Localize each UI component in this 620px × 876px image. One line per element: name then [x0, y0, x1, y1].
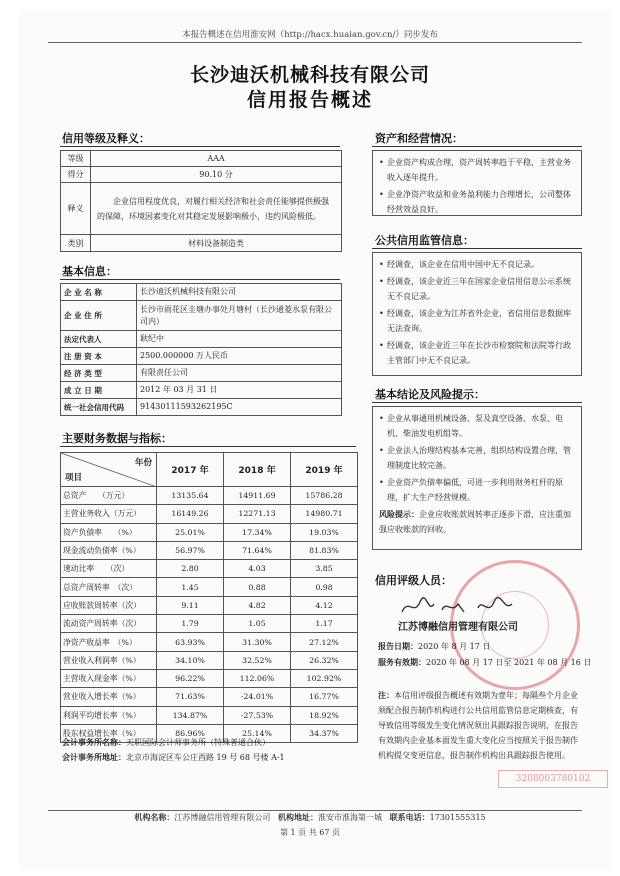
- risk-warning: [379, 507, 575, 537]
- assets-section-title: 资产和经营情况：: [375, 132, 463, 145]
- rating-row-meaning: [61, 183, 342, 235]
- validity-line: [378, 657, 591, 668]
- legal-rep-value: 耿纪中: [137, 331, 342, 348]
- footer-org-value: 江苏博融信用管理有限公司: [174, 813, 271, 822]
- page-number: 第 1 页 共 67 页: [280, 828, 340, 837]
- financials-cell: 63.93%: [157, 633, 224, 651]
- financials-cell: 1.79: [157, 615, 224, 633]
- financials-header-row: [61, 453, 358, 487]
- financials-row-label: 应收账款周转率（次）: [61, 596, 157, 614]
- rating-level-label: 等级: [61, 151, 91, 167]
- financials-row-label: 现金流动负债率（%）: [61, 541, 157, 559]
- info-row: [61, 301, 342, 331]
- rating-section-rule: [60, 146, 340, 147]
- conclusion-item: • 企业从事通用机械设备、泵及真空设备、水泵、电机、柴油发电机组等。: [379, 411, 575, 441]
- info-row: [61, 399, 342, 416]
- financials-row-label: 总资产 （万元）: [61, 487, 157, 505]
- financials-cell: 34.10%: [157, 651, 224, 669]
- assets-section-rule: [372, 146, 582, 147]
- financials-cell: 16.77%: [291, 688, 358, 706]
- financials-cell: 14980.71: [291, 505, 358, 523]
- financials-cell: 0.88: [224, 578, 291, 596]
- footer-phone-value: 17301555315: [429, 813, 486, 822]
- financials-row-label: 利润平均增长率（%）: [61, 706, 157, 724]
- economic-type-label: 经 济 类 型: [61, 365, 137, 382]
- financials-row: [61, 633, 358, 651]
- financials-row: [61, 578, 358, 596]
- financials-row-label: 净资产收益率 （%）: [61, 633, 157, 651]
- rating-row-score: [61, 167, 342, 183]
- validity-note: [378, 688, 584, 763]
- financials-cell: 26.32%: [291, 651, 358, 669]
- rating-meaning-value: 企业信用程度优良，对履行相关经济和社会责任能够提供极强的保障，环境因素变化对其稳定发展影响极小，违约风险极低。: [91, 183, 342, 235]
- financials-cell: 86.96%: [157, 724, 224, 742]
- financials-cell: 71.63%: [157, 688, 224, 706]
- financials-row: [61, 560, 358, 578]
- rater-signatures: [398, 594, 518, 620]
- public-credit-item: • 经调查，该企业近三年在国家企业信用信息公示系统无不良记录。: [379, 274, 575, 304]
- conclusion-section-title: 基本结论及风险提示：: [375, 388, 485, 401]
- conclusion-section-rule: [372, 402, 582, 403]
- founded-date-value: 2012 年 03 月 31 日: [137, 382, 342, 399]
- info-row: [61, 382, 342, 399]
- item-axis-label: 项目: [65, 473, 83, 483]
- info-row: [61, 331, 342, 348]
- financials-cell: 1.05: [224, 615, 291, 633]
- footer-org-label: 机构名称：: [134, 813, 175, 822]
- info-row: [61, 365, 342, 382]
- financials-row: [61, 615, 358, 633]
- financials-cell: 134.87%: [157, 706, 224, 724]
- financials-cell: 14911.69: [224, 487, 291, 505]
- accounting-address-line: [62, 752, 285, 763]
- financials-section-rule: [60, 446, 356, 447]
- financials-row-label: 速动比率 （次）: [61, 560, 157, 578]
- financials-cell: 4.12: [291, 596, 358, 614]
- financials-cell: 81.83%: [291, 541, 358, 559]
- assets-box: [372, 150, 582, 216]
- financials-cell: 102.92%: [291, 669, 358, 687]
- company-address-label: 企 业 住 所: [61, 301, 137, 331]
- accounting-firm-line: [62, 737, 270, 748]
- company-title: 长沙迪沃机械科技有限公司: [189, 64, 430, 86]
- company-name-label: 企 业 名 称: [61, 284, 137, 301]
- header-divider: [48, 42, 582, 43]
- rating-row-level: [61, 151, 342, 167]
- financials-cell: 56.97%: [157, 541, 224, 559]
- financials-row: [61, 651, 358, 669]
- financials-cell: 12271.13: [224, 505, 291, 523]
- info-row: [61, 284, 342, 301]
- financials-section-title: 主要财务数据与指标：: [62, 432, 172, 445]
- financials-row-label: 营业收入增长率（%）: [61, 688, 157, 706]
- company-address-value: 长沙市雨花区圭塘办事处月塘村（长沙通菱水泵有限公司内）: [137, 301, 342, 331]
- note-text: 本信用评级报告概述有效期为壹年；每隔叁个月企业须配合报告制作机构进行公共信用监管信息定期核查，有导致信用等级发生变化情况须出具跟踪报告说明，在报告有效期内企业基本面发生重大变化应当按照关于报告制作机构提交变更信息，报告制作机构出具跟踪报告使用。: [378, 691, 578, 760]
- rating-score-label: 得分: [61, 167, 91, 183]
- accounting-address-label: 会计事务所地址：: [62, 753, 126, 762]
- rating-section-title: 信用等级及释义：: [62, 132, 150, 145]
- report-title: 信用报告概述: [246, 89, 373, 111]
- credit-code-label: 统一社会信用代码: [61, 399, 137, 416]
- financials-cell: 9.11: [157, 596, 224, 614]
- validity-label: 服务有效期：: [378, 658, 426, 667]
- assets-item: • 企业净资产收益和业务盈利能力合理增长，公司整体经营效益良好。: [379, 187, 575, 217]
- financials-cell: 34.37%: [291, 724, 358, 742]
- financials-cell: 71.64%: [224, 541, 291, 559]
- financials-cell: 32.52%: [224, 651, 291, 669]
- financials-cell: 0.98: [291, 578, 358, 596]
- financials-row: [61, 505, 358, 523]
- financials-cell: 25.01%: [157, 523, 224, 541]
- footer-addr-value: 淮安市淮海第一城: [318, 813, 382, 822]
- financials-row: [61, 487, 358, 505]
- financials-body: [61, 487, 358, 743]
- conclusion-item: • 企业资产负债率偏低，可进一步利用财务杠杆的原理，扩大生产经营规模。: [379, 475, 575, 505]
- raters-section-title: 信用评级人员：: [375, 574, 452, 587]
- financials-row-label: 主营业务收入（万元）: [61, 505, 157, 523]
- rating-table: [60, 150, 342, 252]
- validity-value: 2020 年 08 月 17 日至 2021 年 08 月 16 日: [426, 658, 592, 667]
- info-row: [61, 348, 342, 365]
- basic-info-table: [60, 283, 342, 416]
- company-name-value: 长沙迪沃机械科技有限公司: [137, 284, 342, 301]
- report-date-value: 2020 年 8 月 17 日: [418, 642, 491, 651]
- financials-row: [61, 688, 358, 706]
- financials-cell: 31.30%: [224, 633, 291, 651]
- financials-cell: 15786.28: [291, 487, 358, 505]
- rating-meaning-label: 释义: [61, 183, 91, 235]
- basic-info-section-title: 基本信息：: [62, 265, 117, 278]
- financials-cell: 3.85: [291, 560, 358, 578]
- financials-row: [61, 523, 358, 541]
- economic-type-value: 有限责任公司: [137, 365, 342, 382]
- financials-cell: 4.03: [224, 560, 291, 578]
- note-label: 注：: [378, 691, 394, 700]
- basic-info-section-rule: [60, 279, 340, 280]
- footer-phone-label: 联系电话：: [389, 813, 430, 822]
- financials-row-label: 总资产周转率 （次）: [61, 578, 157, 596]
- financials-row-label: 营业收入利润率（%）: [61, 651, 157, 669]
- financials-cell: 16149.26: [157, 505, 224, 523]
- financials-row: [61, 596, 358, 614]
- legal-rep-label: 法定代表人: [61, 331, 137, 348]
- financials-row: [61, 541, 358, 559]
- financials-corner-cell: [61, 453, 157, 487]
- rating-level-value: AAA: [91, 151, 342, 167]
- financials-row-label: 主营收入现金率（%）: [61, 669, 157, 687]
- year-header-2018: 2018 年: [224, 453, 291, 487]
- financials-cell: 112.06%: [224, 669, 291, 687]
- seal-code-stamp: 3208003780102: [498, 770, 608, 788]
- assets-item: • 企业资产构成合理，资产周转率趋于平稳，主营业务收入逐年提升。: [379, 155, 575, 185]
- footer-info: [0, 812, 620, 823]
- public-credit-section-rule: [372, 248, 582, 249]
- public-credit-item: • 经调查，该企业近三年在长沙市检察院和法院等行政主管部门中无不良记录。: [379, 338, 575, 368]
- financials-cell: -27.53%: [224, 706, 291, 724]
- rating-row-category: [61, 235, 342, 252]
- footer-divider: [48, 810, 582, 811]
- credit-code-value: 91430111593262195C: [137, 399, 342, 416]
- financials-cell: 13135.64: [157, 487, 224, 505]
- header-note: 本报告概述在信用淮安网（http://hacx.huaian.gov.cn/）同步发布: [182, 30, 438, 40]
- accounting-address-value: 北京市海淀区车公庄西路 19 号 68 号楼 A-1: [126, 753, 285, 762]
- founded-date-label: 成 立 日 期: [61, 382, 137, 399]
- financials-row-label: 资产负债率 （%）: [61, 523, 157, 541]
- year-header-2017: 2017 年: [157, 453, 224, 487]
- financials-cell: -24.01%: [224, 688, 291, 706]
- year-header-2019: 2019 年: [291, 453, 358, 487]
- financials-cell: 27.12%: [291, 633, 358, 651]
- financials-cell: 25.14%: [224, 724, 291, 742]
- report-date-label: 报告日期：: [378, 642, 418, 651]
- conclusion-item: • 企业法人治理结构基本完善，组织结构设置合理，管理制度比较完备。: [379, 443, 575, 473]
- financials-cell: 96.22%: [157, 669, 224, 687]
- rating-category-value: 材料设备制造类: [91, 235, 342, 252]
- rating-score-value: 90.10 分: [91, 167, 342, 183]
- financials-cell: 1.45: [157, 578, 224, 596]
- risk-warning-text: 企业应收账款周转率正逐步下滑，应注重加强应收账款的回收。: [379, 510, 571, 534]
- financials-row-label: 流动资产周转率（次）: [61, 615, 157, 633]
- financials-row: [61, 706, 358, 724]
- rating-org-name: 江苏博融信用管理有限公司: [398, 622, 518, 633]
- footer-addr-label: 机构地址：: [278, 813, 318, 822]
- registered-capital-label: 注 册 资 本: [61, 348, 137, 365]
- conclusion-box: [372, 406, 582, 550]
- rating-category-label: 类别: [61, 235, 91, 252]
- financials-cell: 19.03%: [291, 523, 358, 541]
- risk-warning-label: 风险提示：: [379, 510, 419, 519]
- financials-row: [61, 669, 358, 687]
- financials-cell: 18.92%: [291, 706, 358, 724]
- public-credit-box: [372, 252, 582, 376]
- year-axis-label: 年份: [134, 458, 152, 468]
- financials-cell: 17.34%: [224, 523, 291, 541]
- financials-cell: 2.80: [157, 560, 224, 578]
- financials-row-label: 股东权益增长率（%）: [61, 724, 157, 742]
- accounting-firm-label: 会计事务所名称：: [62, 738, 126, 747]
- public-credit-item: • 经调查，该企业为江苏省外企业，省信用信息数据库无法查询。: [379, 306, 575, 336]
- public-credit-item: • 经调查，该企业在信用中国中无不良记录。: [379, 257, 575, 272]
- financials-cell: 1.17: [291, 615, 358, 633]
- public-credit-section-title: 公共信用监管信息：: [375, 234, 474, 247]
- financials-table: [60, 452, 358, 743]
- report-date-line: [378, 641, 490, 652]
- registered-capital-value: 2500.000000 万人民币: [137, 348, 342, 365]
- financials-cell: 4.82: [224, 596, 291, 614]
- accounting-firm-value: 天职国际会计师事务所（特殊普通合伙）: [126, 738, 270, 747]
